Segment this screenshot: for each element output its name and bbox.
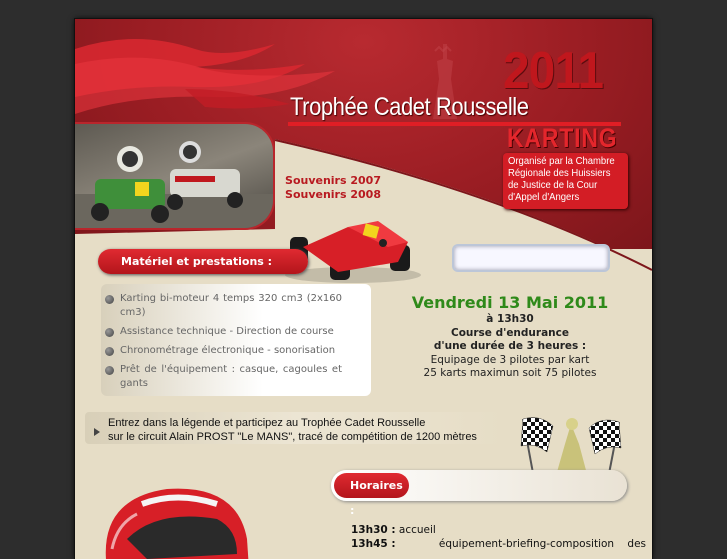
search-input[interactable]	[452, 244, 610, 272]
organizer-box	[503, 153, 628, 209]
event-duration: d'une durée de 3 heures :	[433, 340, 587, 352]
event-race: Course d'endurance	[450, 326, 569, 339]
title-karting: KARTING	[507, 123, 618, 153]
schedule-time: 13h45 :	[351, 538, 396, 550]
schedule-label: accueil	[398, 524, 436, 536]
title-main: Trophée Cadet Rousselle	[290, 93, 529, 121]
list-item: Prêt de l'équipement : casque, cagoules et gants	[101, 363, 342, 391]
page-frame	[75, 19, 652, 559]
organizer-line: d'Appel d'Angers	[508, 192, 580, 203]
list-item: Assistance technique - Direction de course	[101, 325, 342, 339]
promo-line: Entrez dans la légende et participez au Trophée Cadet Rousselle	[108, 417, 426, 429]
list-item: Karting bi-moteur 4 temps 320 cm3 (2x160 cm3)	[101, 292, 342, 320]
event-crew: Equipage de 3 pilotes par kart	[430, 353, 590, 366]
list-item: Chronométrage électronique - sonorisation	[101, 344, 342, 358]
arrow-right-icon	[94, 428, 100, 436]
souvenirs-2008-link[interactable]: Souvenirs 2008	[285, 188, 381, 201]
event-date: Vendredi 13 Mai 2011	[411, 293, 609, 312]
event-capacity: 25 karts maximun soit 75 pilotes	[423, 367, 597, 379]
kart-racers-illustration	[75, 124, 275, 230]
promo-line: sur le circuit Alain PROST "Le MANS", tracé de compétition de 1200 mètres	[108, 431, 477, 443]
schedule-list	[351, 523, 652, 551]
materiel-section-title: Matériel et prestations :	[98, 249, 308, 274]
horaires-section-title: Horaires :	[334, 473, 409, 498]
organizer-line: de Justice de la Cour	[508, 180, 598, 191]
schedule-row	[351, 537, 652, 551]
souvenirs-2007-link[interactable]: Souvenirs 2007	[285, 174, 381, 187]
organizer-line: Régionale des Huissiers	[508, 168, 611, 179]
title-year: 2011	[503, 42, 604, 100]
karting-photo	[75, 122, 275, 230]
schedule-label: équipement-briefing-composition des	[438, 538, 647, 550]
event-info	[385, 293, 635, 381]
organizer-line: Organisé par la Chambre	[508, 156, 615, 167]
materiel-list	[101, 284, 371, 396]
helmet-icon	[87, 479, 267, 559]
schedule-time: 13h30 :	[351, 524, 396, 536]
promo-text	[108, 416, 477, 444]
event-time: à 13h30	[486, 313, 534, 325]
schedule-row	[351, 523, 652, 537]
